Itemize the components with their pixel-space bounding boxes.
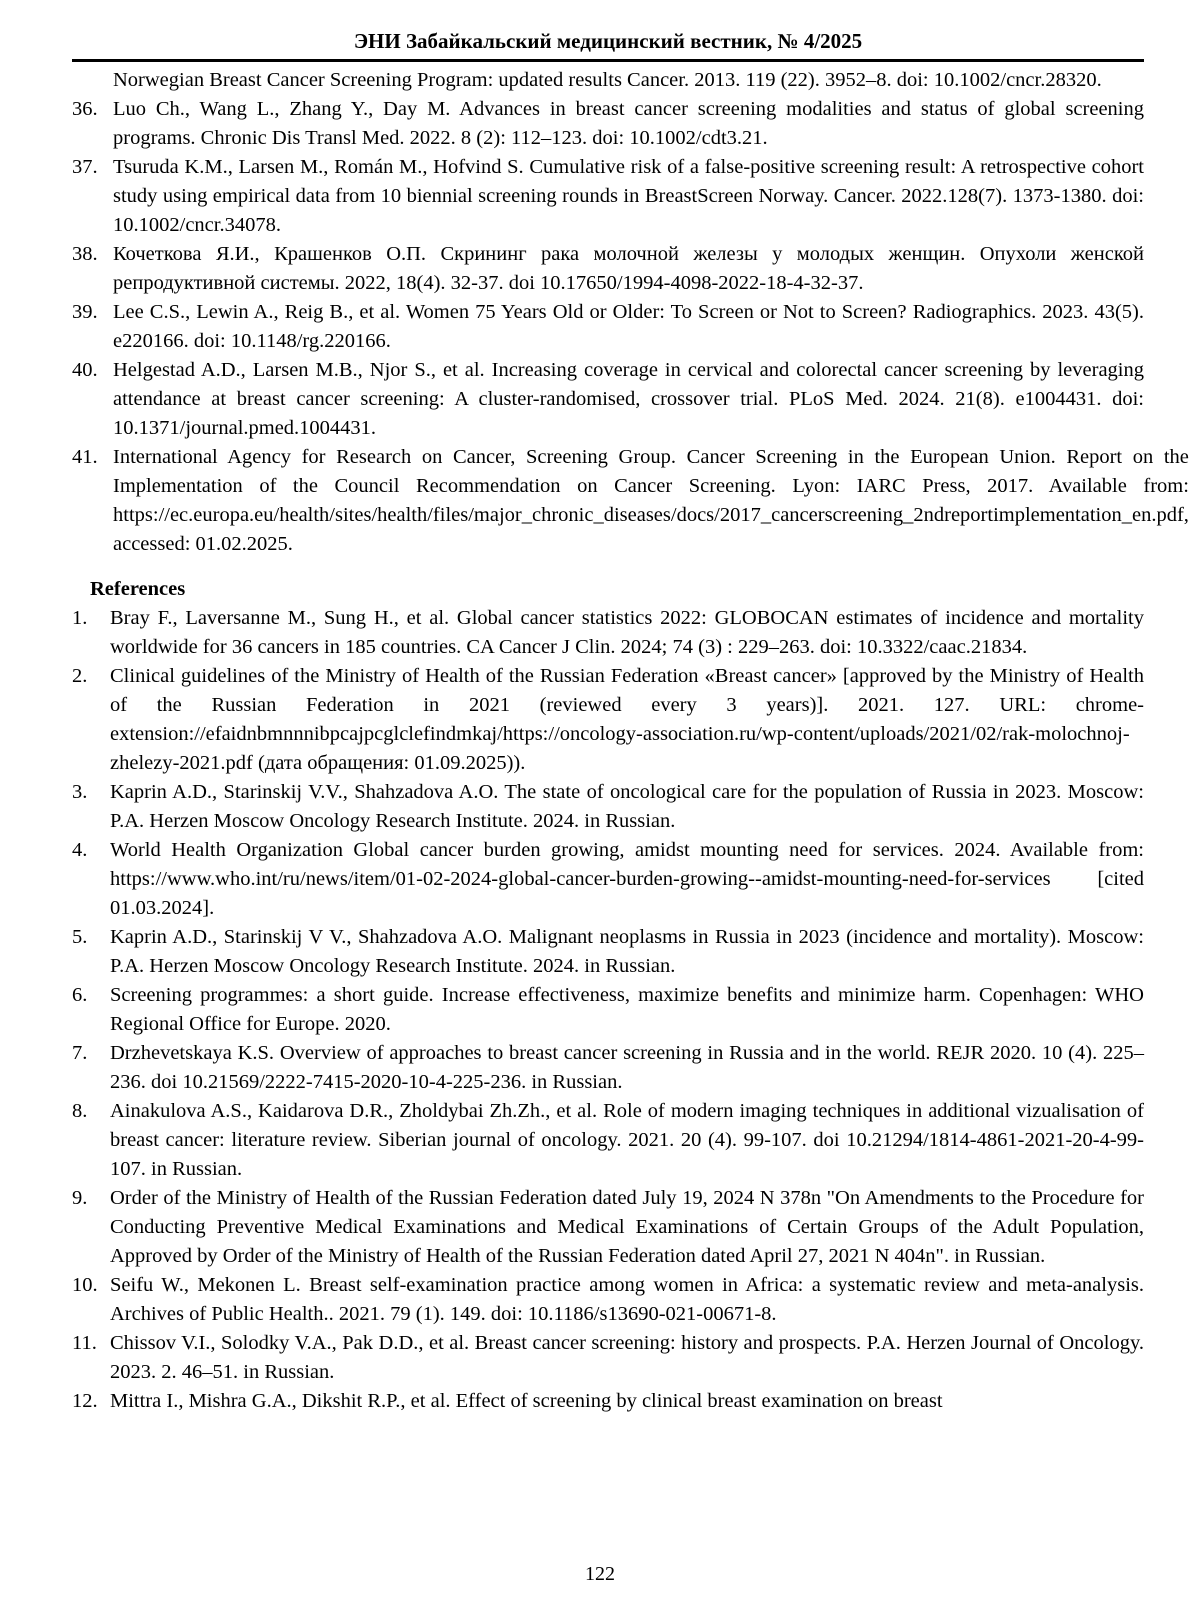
reference-number: 11. [72, 1332, 97, 1354]
reference-number: 10. [72, 1274, 98, 1296]
reference-text: Screening programmes: a short guide. Increase effectiveness, maximize benefits and minimize harm. Copenhagen: WHO Regional Office for Europe. 2020. [110, 984, 1144, 1035]
reference-number: 3. [72, 781, 88, 803]
reference-number: 7. [72, 1042, 88, 1064]
reference-number: 37. [72, 156, 98, 178]
reference-number: 41. [72, 446, 98, 468]
reference-number: 6. [72, 984, 88, 1006]
reference-number: 40. [72, 359, 98, 381]
reference-text: International Agency for Research on Cancer, Screening Group. Cancer Screening in the European Union. Report on the Implementation of the Council Recommendation on Cancer Screening. Lyon: IARC Press, 2017. Available from: https://ec.europa.eu/health/sites/health/files/major_chronic_diseases/docs/2017_cancerscreening_2ndreportimplementation_en.pdf, accessed: 01.02.2025. [113, 446, 1189, 555]
reference-text: Helgestad A.D., Larsen M.B., Njor S., et al. Increasing coverage in cervical and colorectal cancer screening by leveraging attendance at breast cancer screening: A cluster-randomised, crossover trial. PLoS Med. 2024. 21(8). e1004431. doi: 10.1371/journal.pmed.1004431. [113, 359, 1144, 439]
references-heading: References [90, 578, 186, 600]
reference-item [72, 923, 1144, 981]
reference-item [72, 443, 1189, 559]
reference-number: 2. [72, 665, 88, 687]
reference-item [72, 1097, 1144, 1184]
reference-item [72, 240, 1144, 298]
reference-text: Seifu W., Mekonen L. Breast self-examination practice among women in Africa: a systematic review and meta-analysis. Archives of Public Health.. 2021. 79 (1). 149. doi: 10.1186/s13690-021-00671-8. [110, 1274, 1144, 1325]
page-number: 122 [585, 1563, 615, 1585]
reference-text: Ainakulova A.S., Kaidarova D.R., Zholdybai Zh.Zh., et al. Role of modern imaging techniques in additional vizualisation of breast cancer: literature review. Siberian journal of oncology. 2021. 20 (4). 99-107. doi 10.21294/1814-4861-2021-20-4-99-107. in Russian. [110, 1100, 1144, 1180]
reference-item [72, 778, 1144, 836]
reference-list-english [72, 604, 1144, 1416]
reference-number: 38. [72, 243, 98, 265]
reference-text: Kaprin A.D., Starinskij V.V., Shahzadova A.O. The state of oncological care for the population of Russia in 2023. Moscow: P.A. Herzen Moscow Oncology Research Institute. 2024. in Russian. [110, 781, 1144, 832]
reference-text: Lee C.S., Lewin A., Reig B., et al. Women 75 Years Old or Older: To Screen or Not to Screen? Radiographics. 2023. 43(5). e220166. doi: 10.1148/rg.220166. [113, 301, 1144, 352]
reference-number: 5. [72, 926, 88, 948]
reference-item [72, 356, 1144, 443]
reference-number: 36. [72, 98, 98, 120]
reference-text: Tsuruda K.M., Larsen M., Román M., Hofvind S. Cumulative risk of a false-positive screening result: A retrospective cohort study using empirical data from 10 biennial screening rounds in BreastScreen Norway. Cancer. 2022.128(7). 1373-1380. doi: 10.1002/cncr.34078. [113, 156, 1144, 236]
reference-text: Clinical guidelines of the Ministry of Health of the Russian Federation «Breast cancer» [approved by the Ministry of Health of the Russian Federation in 2021 (reviewed every 3 years)]. 2021. 127. URL: chrome-extension://efaidnbmnnnibpcajpcglclefindmkaj/https://oncology-association.ru/wp-content/uploads/2021/02/rak-molochnoj-zhelezy-2021.pdf (дата обращения: 01.09.2025)). [110, 665, 1144, 774]
reference-item [72, 1184, 1144, 1271]
reference-item [72, 95, 1144, 153]
reference-item [72, 1039, 1144, 1097]
reference-text: Drzhevetskaya K.S. Overview of approaches to breast cancer screening in Russia and in the world. REJR 2020. 10 (4). 225–236. doi 10.21569/2222-7415-2020-10-4-225-236. in Russian. [110, 1042, 1144, 1093]
reference-text: Luo Ch., Wang L., Zhang Y., Day M. Advances in breast cancer screening modalities and status of global screening programs. Chronic Dis Transl Med. 2022. 8 (2): 112–123. doi: 10.1002/cdt3.21. [113, 98, 1144, 149]
continued-reference: Norwegian Breast Cancer Screening Program: updated results Cancer. 2013. 119 (22). 3952–8. doi: 10.1002/cncr.28320. [113, 69, 1102, 91]
reference-number: 39. [72, 301, 98, 323]
journal-header: ЭНИ Забайкальский медицинский вестник, № 4/2025 [353, 29, 863, 53]
reference-item [72, 1329, 1144, 1387]
reference-number: 12. [72, 1390, 98, 1412]
reference-item [72, 981, 1144, 1039]
reference-list-russian [72, 95, 1189, 559]
reference-text: Order of the Ministry of Health of the Russian Federation dated July 19, 2024 N 378n "On Amendments to the Procedure for Conducting Preventive Medical Examinations and Medical Examinations of Certain Groups of the Adult Population, Approved by Order of the Ministry of Health of the Russian Federation dated April 27, 2021 N 404n". in Russian. [110, 1187, 1144, 1267]
reference-text: Bray F., Laversanne M., Sung H., et al. Global cancer statistics 2022: GLOBOCAN estimates of incidence and mortality worldwide for 36 cancers in 185 countries. CA Cancer J Clin. 2024; 74 (3) : 229–263. doi: 10.3322/caac.21834. [110, 607, 1144, 658]
reference-number: 4. [72, 839, 88, 861]
reference-number: 8. [72, 1100, 88, 1122]
header-divider [72, 59, 1144, 62]
reference-text: Kaprin A.D., Starinskij V V., Shahzadova A.O. Malignant neoplasms in Russia in 2023 (incidence and mortality). Moscow: P.A. Herzen Moscow Oncology Research Institute. 2024. in Russian. [110, 926, 1144, 977]
reference-text: Кочеткова Я.И., Крашенков О.П. Скрининг рака молочной железы у молодых женщин. Опухоли женской репродуктивной системы. 2022, 18(4). 32-37. doi 10.17650/1994-4098-2022-18-4-32-37. [113, 243, 1144, 294]
reference-item [72, 153, 1144, 240]
page-content [72, 66, 1189, 1416]
reference-item [72, 298, 1144, 356]
reference-text: Mittra I., Mishra G.A., Dikshit R.P., et al. Effect of screening by clinical breast examination on breast [110, 1390, 943, 1412]
reference-item [72, 604, 1144, 662]
reference-number: 9. [72, 1187, 88, 1209]
reference-item [72, 1271, 1144, 1329]
reference-item [72, 1387, 1144, 1416]
reference-text: World Health Organization Global cancer burden growing, amidst mounting need for services. 2024. Available from: https://www.who.int/ru/news/item/01-02-2024-global-cancer-burden-growing--amidst-mounting-need-for-services [cited 01.03.2024]. [110, 839, 1144, 919]
reference-item [72, 836, 1144, 923]
reference-text: Chissov V.I., Solodky V.A., Pak D.D., et al. Breast cancer screening: history and prospects. P.A. Herzen Journal of Oncology. 2023. 2. 46–51. in Russian. [110, 1332, 1144, 1383]
reference-item [72, 662, 1144, 778]
reference-number: 1. [72, 607, 88, 629]
